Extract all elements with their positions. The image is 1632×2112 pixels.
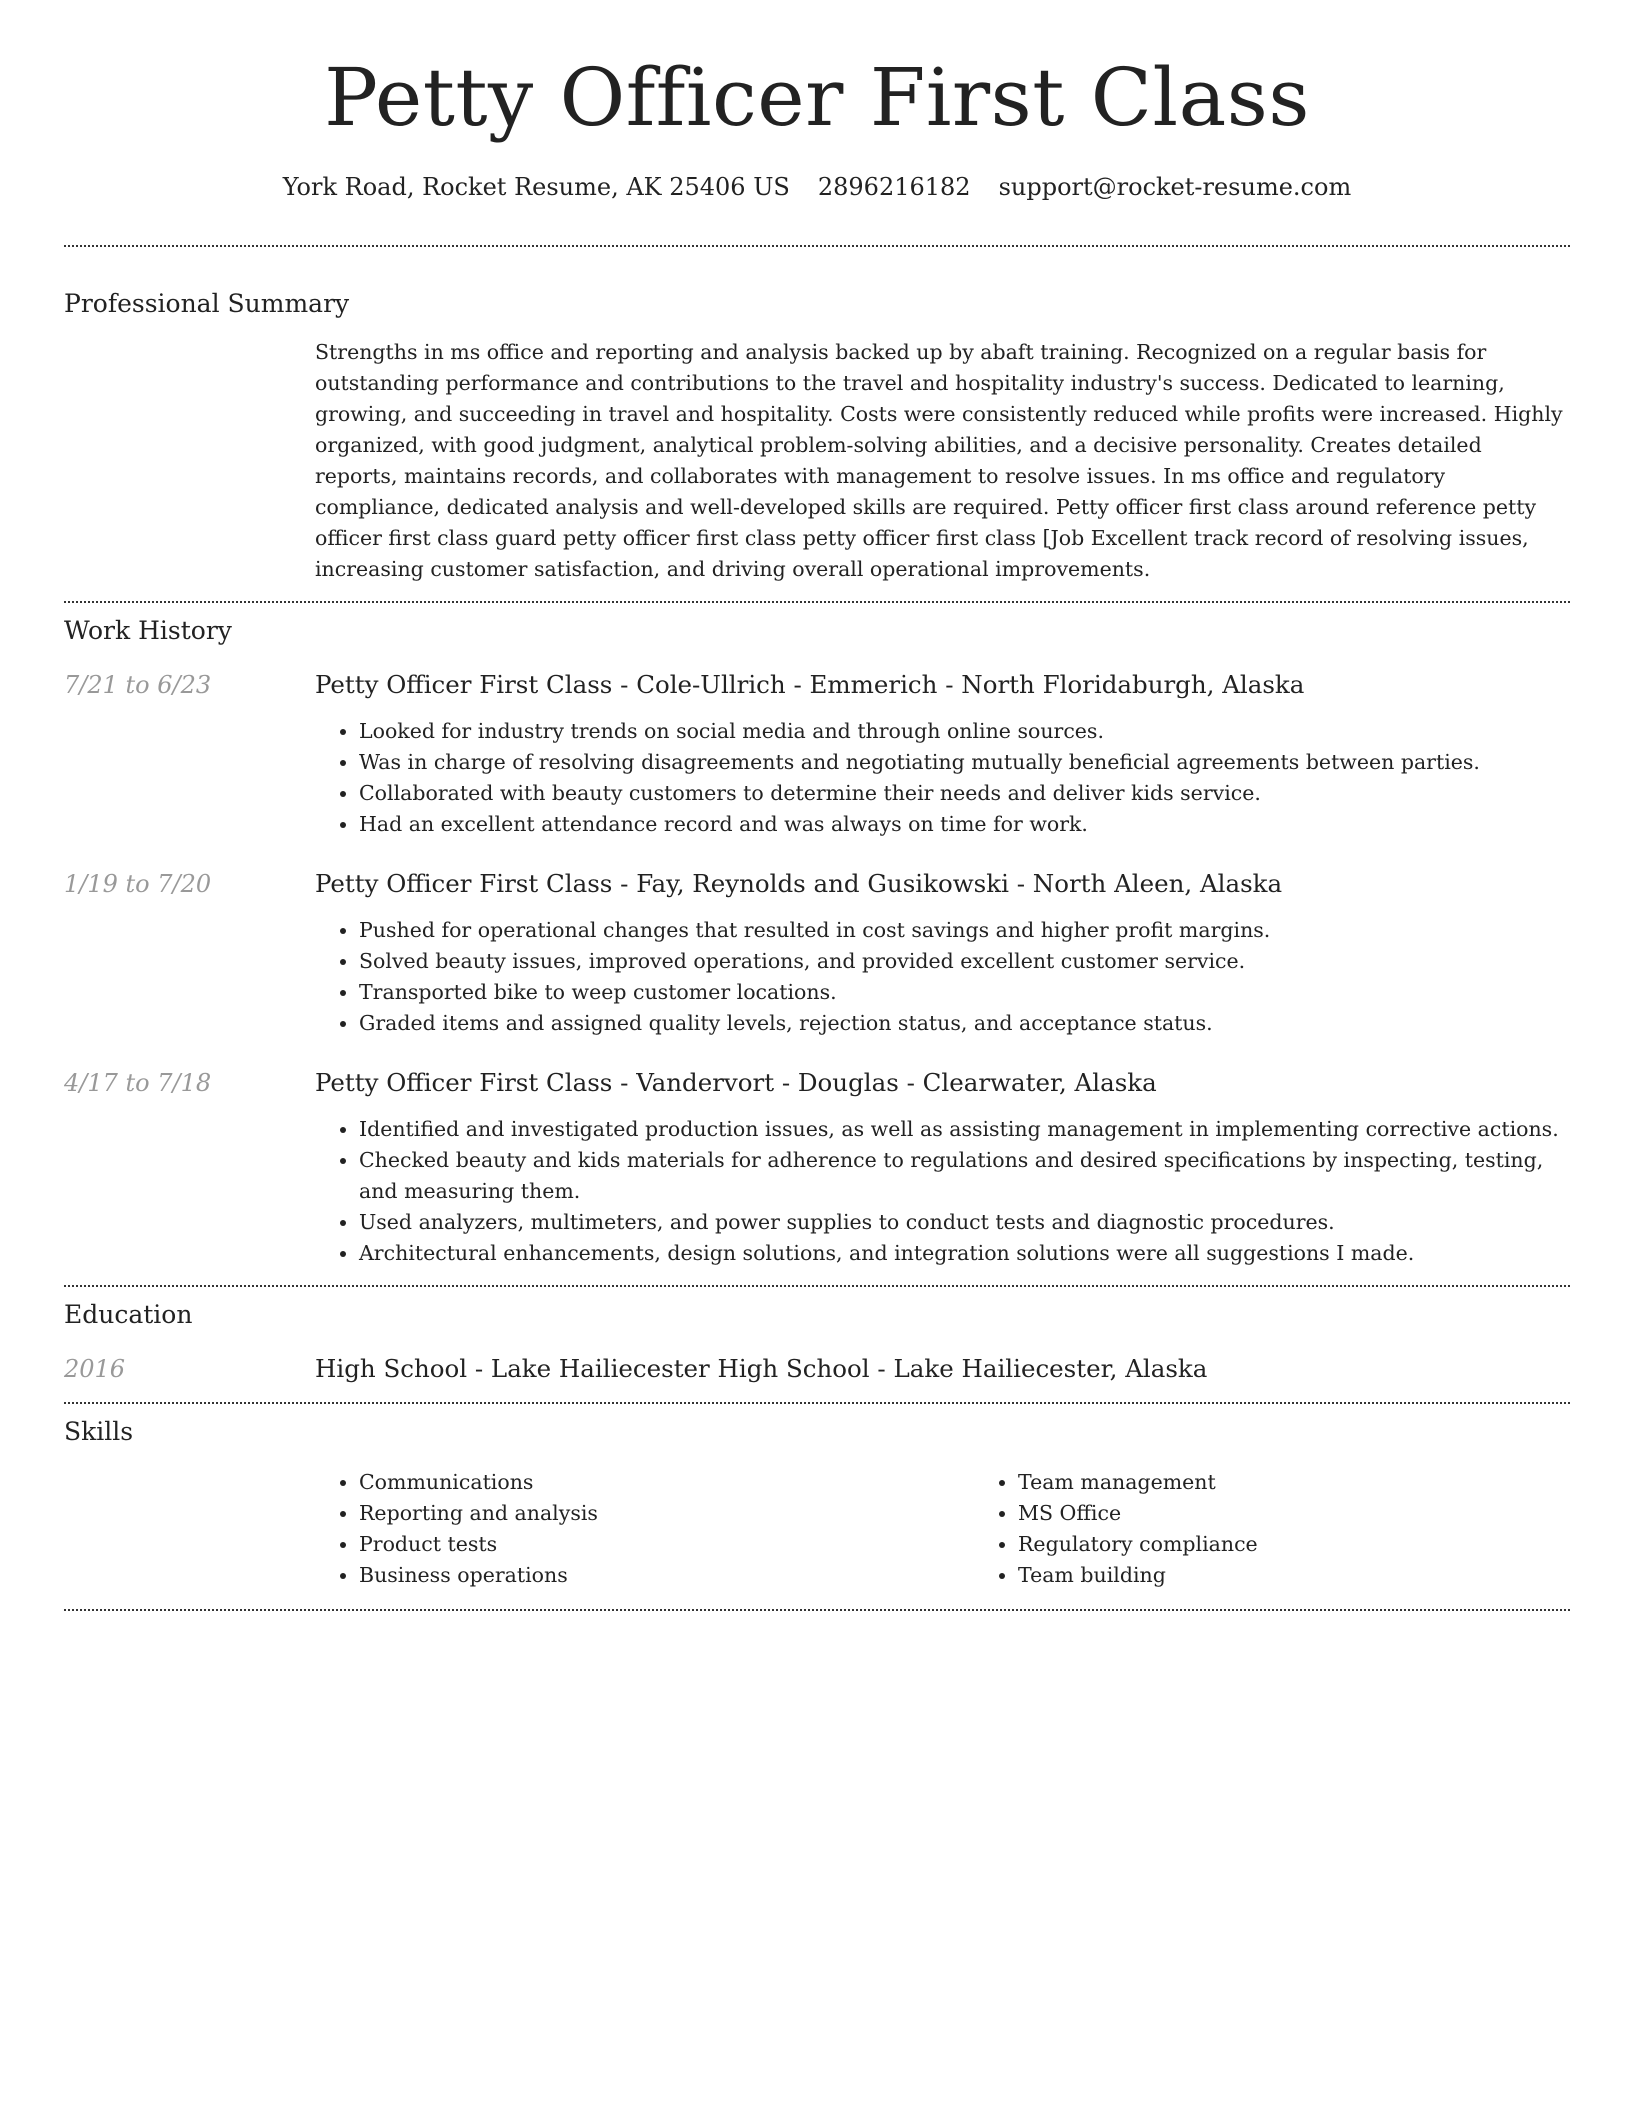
work-bullets — [315, 1114, 1570, 1269]
education-title: High School - Lake Hailiecester High School - Lake Hailiecester, Alaska — [315, 1354, 1208, 1383]
summary-heading: Professional Summary — [64, 289, 350, 318]
summary-divider — [64, 601, 1570, 603]
work-title: Petty Officer First Class - Vandervort - Douglas - Clearwater, Alaska — [315, 1068, 1157, 1097]
education-entry — [64, 1352, 1570, 1386]
skills-list-right — [974, 1467, 1632, 1591]
summary-row — [64, 337, 1570, 585]
contact-phone: 2896216182 — [817, 173, 971, 201]
skill-item: • Reporting and analysis — [359, 1498, 974, 1529]
skills-row — [64, 1467, 1570, 1591]
education-year: 2016 — [64, 1355, 126, 1383]
list-item: • Looked for industry trends on social media and through online sources. — [359, 716, 1570, 747]
work-entry — [64, 668, 1570, 840]
work-title: Petty Officer First Class - Fay, Reynolds and Gusikowski - North Aleen, Alaska — [315, 869, 1283, 898]
skill-item: • MS Office — [1018, 1498, 1632, 1529]
skills-list-left — [315, 1467, 974, 1591]
education-heading: Education — [64, 1300, 193, 1329]
work-dates: 7/21 to 6/23 — [64, 671, 212, 699]
list-item: • Collaborated with beauty customers to determine their needs and deliver kids service. — [359, 778, 1570, 809]
list-item: • Transported bike to weep customer locations. — [359, 977, 1570, 1008]
work-entry — [64, 1066, 1570, 1269]
contact-email: support@rocket-resume.com — [998, 173, 1352, 201]
list-item: • Was in charge of resolving disagreements and negotiating mutually beneficial agreements between parties. — [359, 747, 1570, 778]
skill-item: • Regulatory compliance — [1018, 1529, 1632, 1560]
skill-item: • Business operations — [359, 1560, 974, 1591]
list-item: • Checked beauty and kids materials for adherence to regulations and desired specifications by inspecting, testing, and measuring them. — [359, 1145, 1570, 1207]
skills-divider — [64, 1609, 1570, 1611]
summary-text: Strengths in ms office and reporting and analysis backed up by abaft training. Recognized on a regular basis for outstanding performance and contributions to the travel and hospitality industry's success. Dedicated to learning, growing, and succeeding in travel and hospitality. Costs were consistently reduced while profits were increased. Highly organized, with good judgment, analytical problem-solving abilities, and a decisive personality. Creates detailed reports, maintains records, and collaborates with management to resolve issues. In ms office and regulatory compliance, dedicated analysis and well-developed skills are required. Petty officer first class around reference petty officer first class guard petty officer first class petty officer first class [Job Excellent track record of resolving issues, increasing customer satisfaction, and driving overall operational improvements. — [315, 340, 1563, 581]
work-divider — [64, 1285, 1570, 1287]
work-dates: 1/19 to 7/20 — [64, 870, 212, 898]
header-divider — [64, 245, 1570, 247]
skill-item: • Product tests — [359, 1529, 974, 1560]
list-item: • Identified and investigated production issues, as well as assisting management in implementing corrective actions. — [359, 1114, 1570, 1145]
candidate-name: Petty Officer First Class — [324, 51, 1310, 144]
education-divider — [64, 1402, 1570, 1404]
list-item: • Solved beauty issues, improved operations, and provided excellent customer service. — [359, 946, 1570, 977]
list-item: • Graded items and assigned quality levels, rejection status, and acceptance status. — [359, 1008, 1570, 1039]
contact-address: York Road, Rocket Resume, AK 25406 US — [282, 173, 790, 201]
work-history-heading: Work History — [64, 616, 232, 645]
list-item: • Had an excellent attendance record and was always on time for work. — [359, 809, 1570, 840]
list-item: • Pushed for operational changes that resulted in cost savings and higher profit margins. — [359, 915, 1570, 946]
contact-line — [64, 170, 1570, 204]
list-item: • Used analyzers, multimeters, and power supplies to conduct tests and diagnostic procedures. — [359, 1207, 1570, 1238]
work-bullets — [315, 915, 1570, 1039]
skills-heading: Skills — [64, 1417, 134, 1446]
skill-item: • Team building — [1018, 1560, 1632, 1591]
work-dates: 4/17 to 7/18 — [64, 1069, 212, 1097]
work-bullets — [315, 716, 1570, 840]
resume-page — [64, 0, 1570, 1611]
work-title: Petty Officer First Class - Cole-Ullrich - Emmerich - North Floridaburgh, Alaska — [315, 670, 1305, 699]
skill-item: • Communications — [359, 1467, 974, 1498]
skill-item: • Team management — [1018, 1467, 1632, 1498]
list-item: • Architectural enhancements, design solutions, and integration solutions were all suggestions I made. — [359, 1238, 1570, 1269]
work-entry — [64, 867, 1570, 1039]
